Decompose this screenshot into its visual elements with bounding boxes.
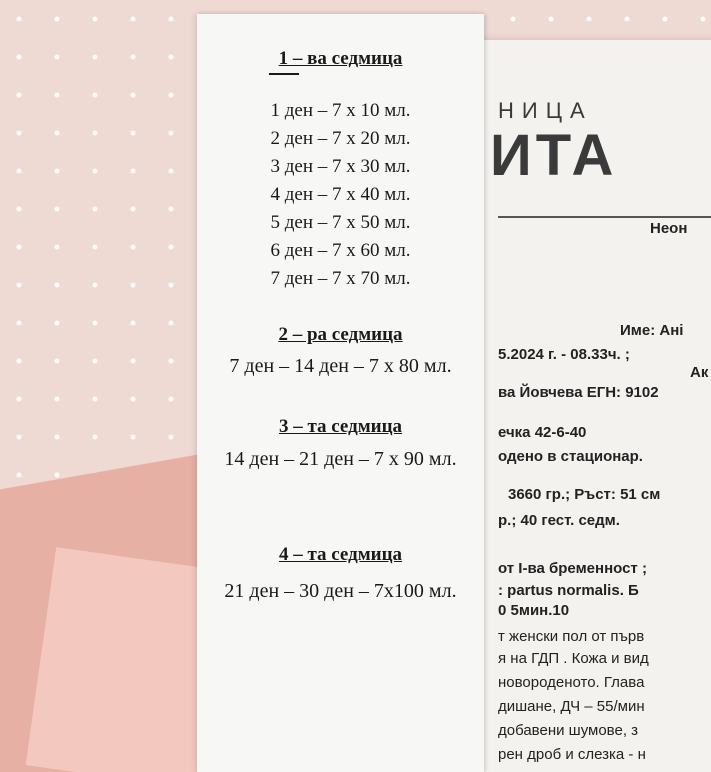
week4-title: 4 – та седмица <box>278 544 403 565</box>
weight-line: 3660 гр.; Ръст: 51 см <box>508 486 661 503</box>
week1-day-line: 2 ден – 7 х 20 мл. <box>270 128 411 149</box>
admitted-line: одено в стационар. <box>498 448 643 465</box>
mother-line: ва Йовчева ЕГН: 9102 <box>498 384 659 401</box>
document-header-big: ИТА <box>490 123 618 188</box>
week1-title: 1 – ва седмица <box>278 48 403 69</box>
apgar-line: 0 5мин.10 <box>498 602 570 619</box>
week3-title: 3 – та седмица <box>278 416 403 437</box>
name-label: Име: Ані <box>620 322 684 339</box>
week2-text: 7 ден – 14 ден – 7 х 80 мл. <box>229 355 452 377</box>
liver-line: рен дроб и слезка - н <box>498 746 646 763</box>
week1-day-line: 1 ден – 7 х 10 мл. <box>270 100 411 121</box>
week3-text: 14 ден – 21 ден – 7 х 90 мл. <box>224 448 457 470</box>
address-line: ечка 42-6-40 <box>498 424 587 441</box>
breath-line: дишане, ДЧ – 55/мин <box>498 698 645 715</box>
birth-line: : partus normalis. Б <box>498 582 639 599</box>
gestation-line: р.; 40 гест. седм. <box>498 512 620 529</box>
date-line: 5.2024 г. - 08.33ч. ; <box>498 346 630 363</box>
week1-day-line: 7 ден – 7 х 70 мл. <box>270 268 411 289</box>
week2-title: 2 – ра седмица <box>278 324 403 345</box>
week1-day-line: 5 ден – 7 х 50 мл. <box>270 212 411 233</box>
document-header-small: НИЦА <box>498 98 593 123</box>
department-label: Неон <box>650 220 688 237</box>
newborn-line: новороденото. Глава <box>498 674 645 691</box>
week4-text: 21 ден – 30 ден – 7х100 мл. <box>224 580 457 602</box>
pregnancy-line: от I-ва бременност ; <box>498 560 647 577</box>
noise-line: добавени шумове, з <box>498 722 639 739</box>
ak-label: Ак <box>690 364 709 381</box>
strikethrough-mark <box>269 73 299 75</box>
week1-day-line: 6 ден – 7 х 60 мл. <box>270 240 411 261</box>
dosage-strip <box>197 14 484 772</box>
skin-line: я на ГДП . Кожа и вид <box>498 650 649 667</box>
week1-day-line: 4 ден – 7 х 40 мл. <box>270 184 411 205</box>
female-line: т женски пол от първ <box>498 628 645 645</box>
week1-day-line: 3 ден – 7 х 30 мл. <box>270 156 411 177</box>
document-rule <box>498 216 711 218</box>
